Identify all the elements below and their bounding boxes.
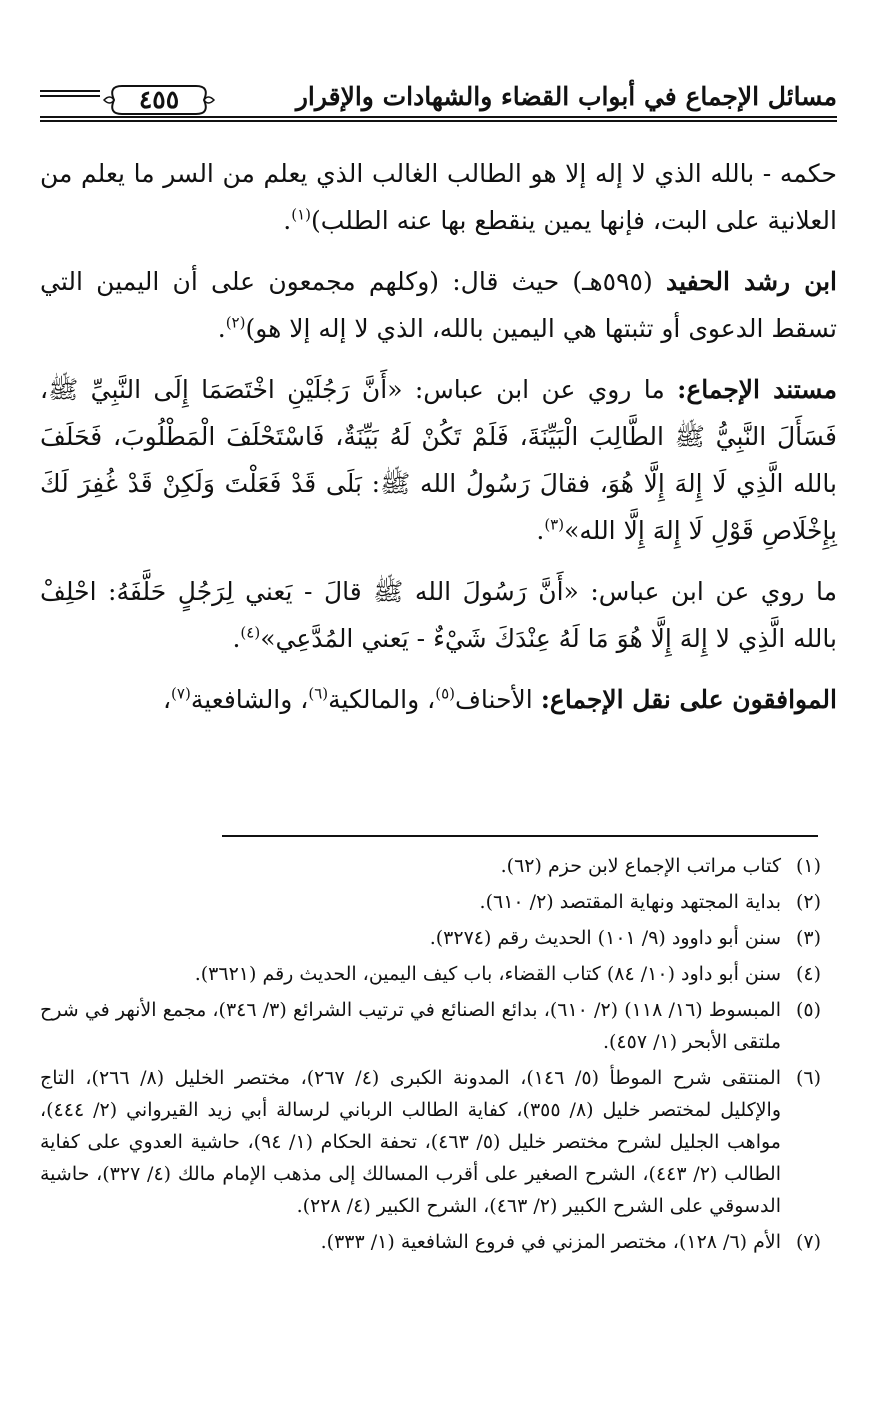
header-rule [40,116,837,124]
paragraph-lead: الموافقون على نقل الإجماع: [540,685,837,714]
footnotes [40,850,821,1262]
footnote [40,1226,821,1258]
footnote-number: (٣) [795,927,821,949]
footnote-text: المبسوط (١٦/ ١١٨) (٢/ ٦١٠)، بدائع الصنائع في ترتيب الشرائع (٣/ ٣٤٦)، مجمع الأنهر في شرح ملتقى الأبحر (١/ ٤٥٧). [40,999,781,1053]
footnote-separator [222,835,818,837]
footnote-number: (٦) [795,1067,821,1089]
paragraph [40,568,837,662]
footnote-ref: (١) [291,205,311,224]
footnote [40,850,821,882]
footnote-number: (٧) [795,1231,821,1253]
paragraph-tail: . [217,314,226,343]
page-number-ornament [100,80,218,120]
footnote [40,886,821,918]
footnote-ref: (٣) [544,515,565,534]
header-ornament-rule [40,90,100,98]
page-number: ٤٥٥ [138,85,180,114]
paragraph [40,150,837,244]
paragraph [40,676,837,723]
footnote-ref: (٢) [225,313,246,332]
footnote-text: الأم (٦/ ١٢٨)، مختصر المزني في فروع الشافعية (١/ ٣٣٣). [320,1231,781,1253]
paragraph-tail: . [283,206,292,235]
paragraph-text: الأحناف [455,685,541,714]
footnote-number: (٤) [795,963,821,985]
footnote [40,1062,821,1222]
footnote-text: بداية المجتهد ونهاية المقتصد (٢/ ٦١٠). [479,891,781,913]
footnote-number: (١) [795,855,821,877]
paragraph-text: ، والشافعية [190,685,309,714]
main-text [40,150,837,723]
footnote-ref: (٦) [308,684,329,703]
paragraph-text: ، والمالكية [328,685,436,714]
footnote-text: سنن أبو داود (١٠/ ٨٤) كتاب القضاء، باب كيف اليمين، الحديث رقم (٣٦٢١). [194,963,781,985]
paragraph-lead: ابن رشد الحفيد [665,267,838,296]
footnote-ref: (٥) [435,684,455,703]
footnote-text: المنتقى شرح الموطأ (٥/ ١٤٦)، المدونة الكبرى (٤/ ٢٦٧)، مختصر الخليل (٨/ ٢٦٦)، التاج والإكليل لمختصر خليل (٨/ ٣٥٥)، كفاية الطالب الرباني لرسالة أبي زيد القيرواني (٢/ ٤٤٤)، مواهب الجليل لشرح مختصر خليل (٥/ ٤٦٣)، تحفة الحكام (١/ ٩٤)، حاشية العدوي على كفاية الطالب (٢/ ٤٤٣)، الشرح الصغير على أقرب المسالك إلى مذهب الإمام مالك (٤/ ٣٢٧)، حاشية الدسوقي على الشرح الكبير (٢/ ٤٦٣)، الشرح الكبير (٤/ ٢٢٨). [40,1067,781,1217]
footnote [40,994,821,1058]
footnote [40,958,821,990]
footnote-number: (٢) [795,891,821,913]
running-title: مسائل الإجماع في أبواب القضاء والشهادات والإقرار [295,82,837,111]
paragraph-lead: مستند الإجماع: [677,375,837,404]
paragraph-text: حكمه - بالله الذي لا إله إلا هو الطالب الغالب الذي يعلم من السر ما يعلم من العلانية على البت، فإنها يمين ينقطع بها عنه الطلب) [40,159,837,235]
paragraph-tail: . [232,624,241,653]
footnote-text: كتاب مراتب الإجماع لابن حزم (٦٢). [500,855,781,877]
footnote [40,922,821,954]
paragraph-text: ما روي عن ابن عباس: «أَنَّ رَجُلَيْنِ اخْتَصَمَا إِلَى النَّبِيِّ ﷺ، فَسَأَلَ النَّبِيُّ ﷺ الطَّالِبَ الْبَيِّنَةَ، فَلَمْ تَكُنْ لَهُ بَيِّنَةٌ، فَاسْتَحْلَفَ الْمَطْلُوبَ، فَحَلَفَ بالله الَّذِي لَا إِلهَ إِلَّا هُوَ، فقالَ رَسُولُ الله ﷺ: بَلَى قَدْ فَعَلْتَ وَلَكِنْ قَدْ غُفِرَ لَكَ بِإِخْلَاصِ قَوْلِ لَا إِلهَ إِلَّا الله» [40,375,837,545]
paragraph [40,258,837,352]
paragraph-text: (٥٩٥هـ) حيث قال: (وكلهم مجمعون على أن اليمين التي تسقط الدعوى أو تثبتها هي اليمين بالله، الذي لا إله إلا هو) [40,267,837,343]
paragraph-text: ما روي عن ابن عباس: «أَنَّ رَسُولَ الله ﷺ قالَ - يَعني لِرَجُلٍ حَلَّفَهُ: احْلِفْ بالله الَّذِي لا إِلهَ إِلَّا هُوَ مَا لَهُ عِنْدَكَ شَيْءٌ - يَعني المُدَّعِي» [40,577,837,653]
paragraph-tail: . [536,516,545,545]
footnote-ref: (٧) [171,684,191,703]
paragraph [40,366,837,554]
footnote-number: (٥) [795,999,821,1021]
footnote-ref: (٤) [240,623,261,642]
footnote-text: سنن أبو داوود (٩/ ١٠١) الحديث رقم (٣٢٧٤). [429,927,781,949]
paragraph-text: ، [162,685,172,714]
page-header [40,68,837,124]
